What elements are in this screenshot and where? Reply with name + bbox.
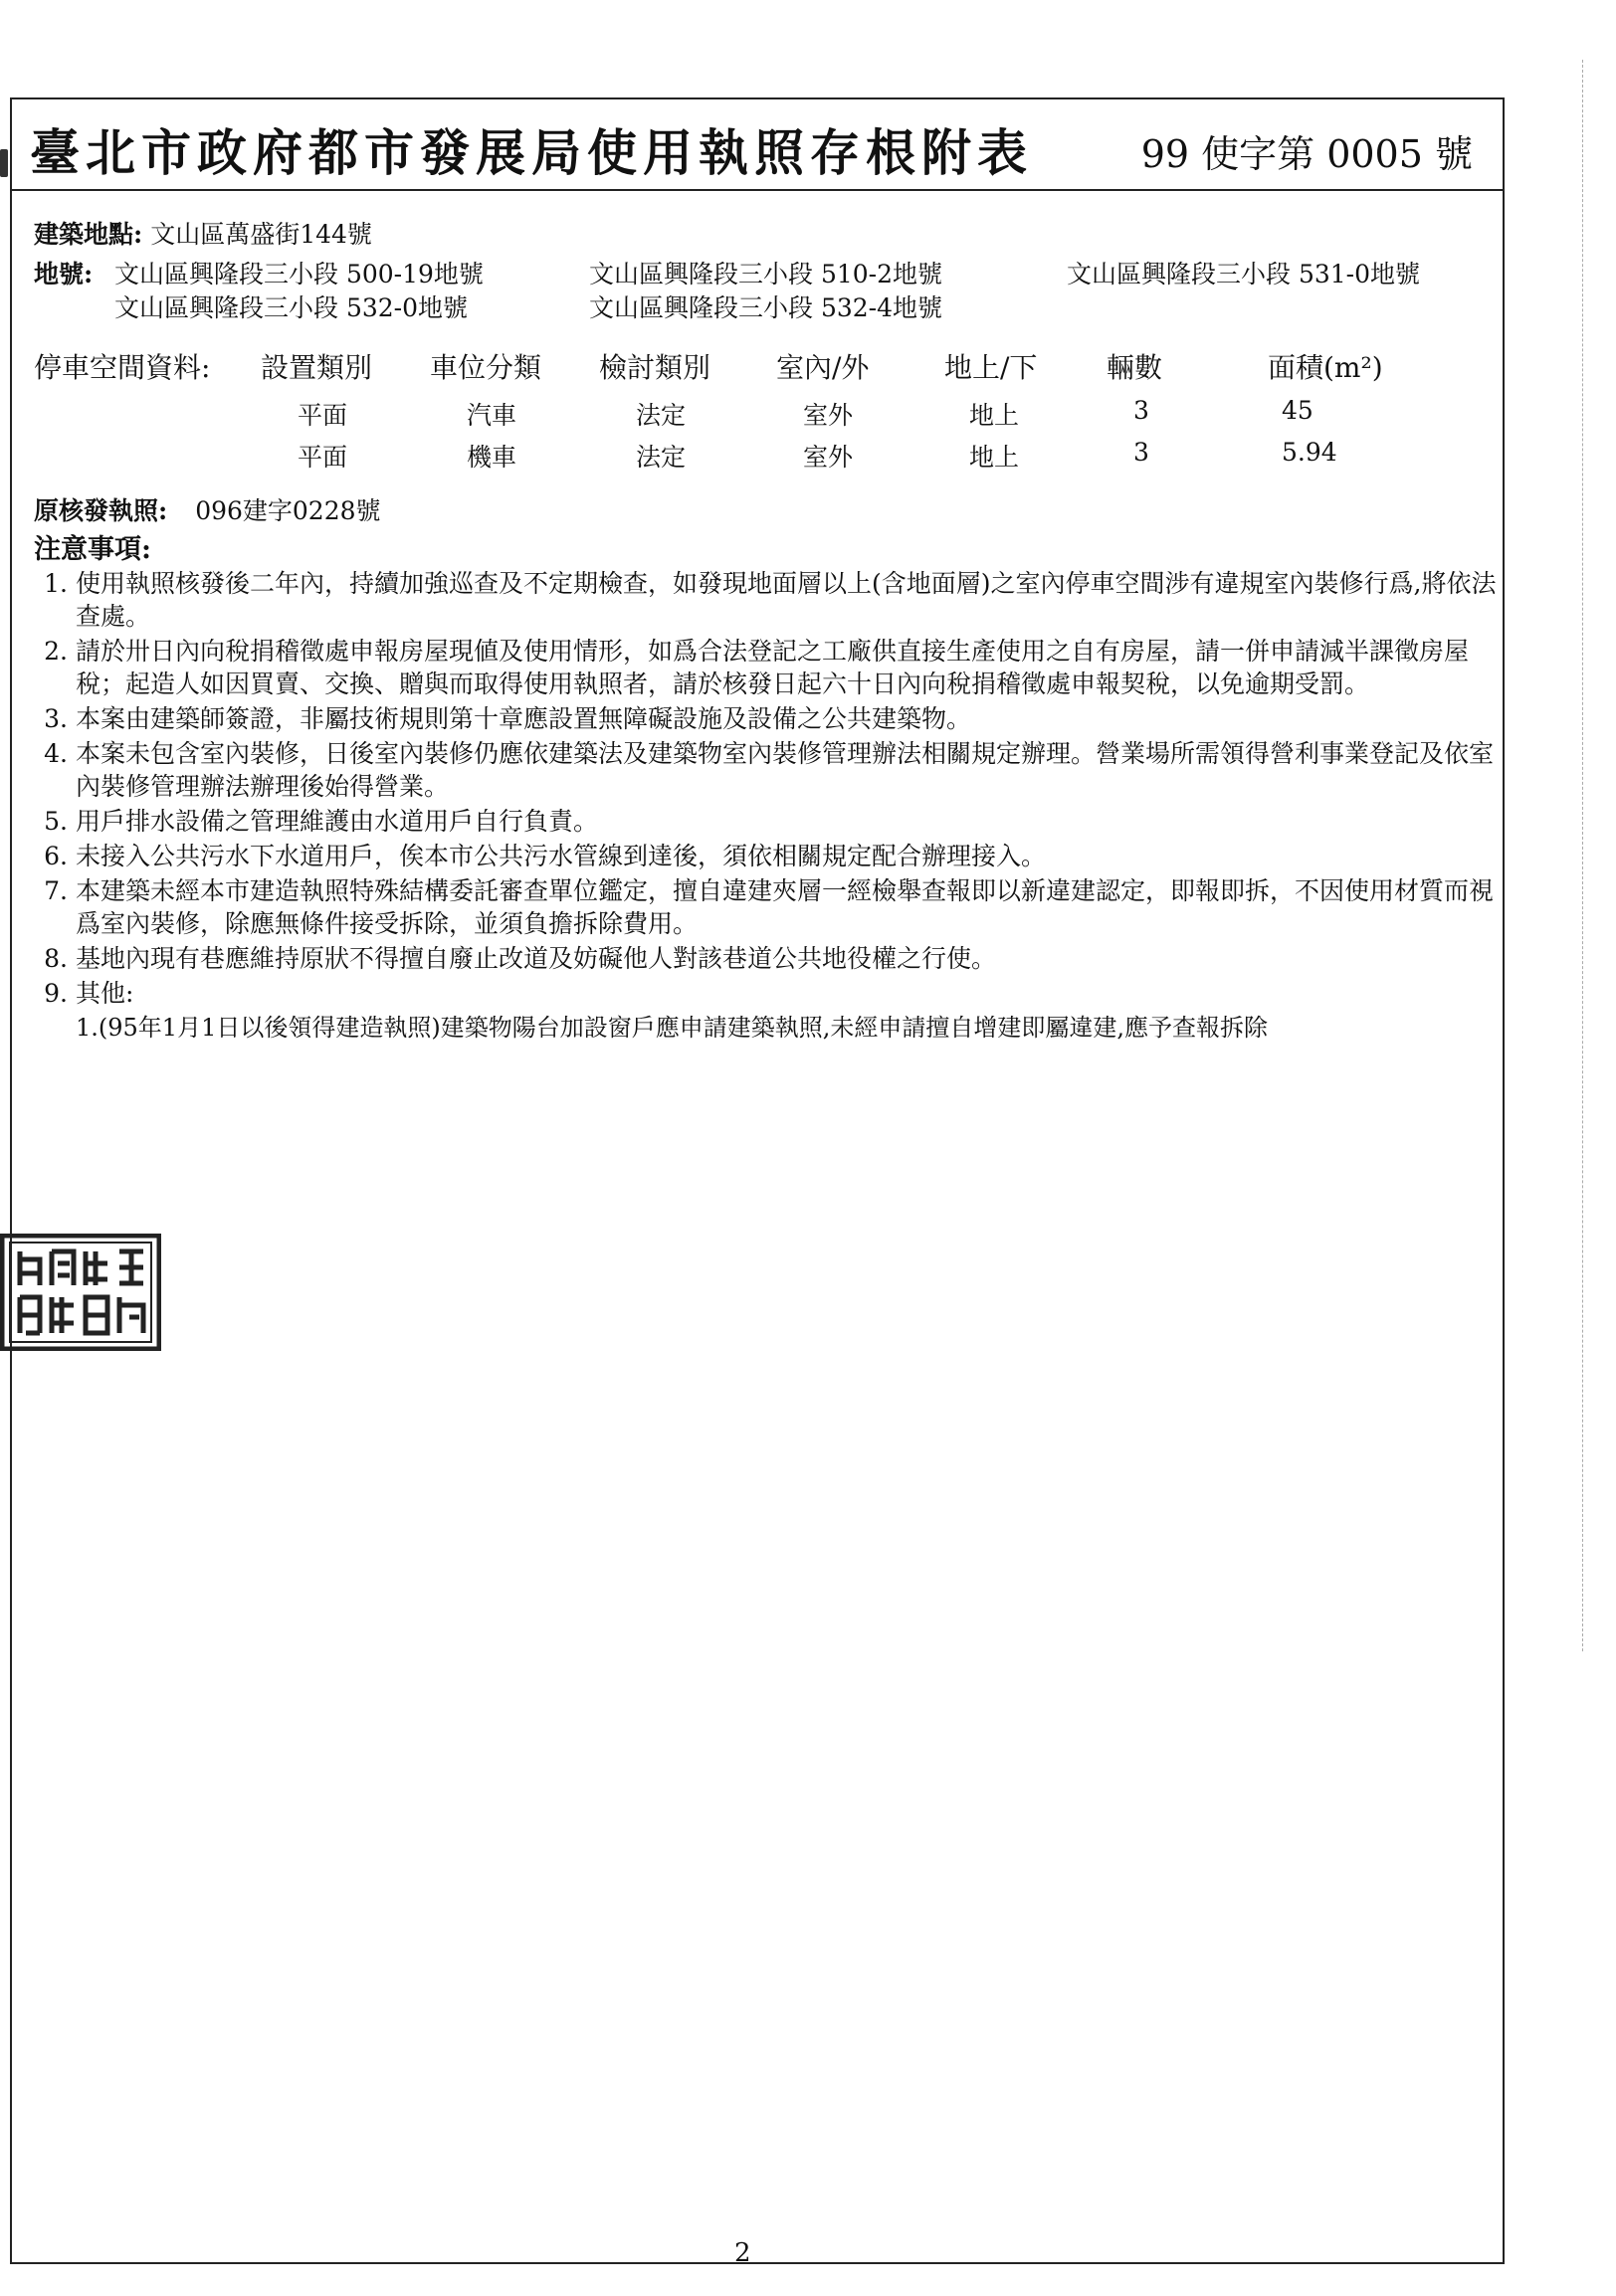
note-item: 1. 使用執照核發後二年內，持續加強巡查及不定期檢查，如發現地面層以上(含地面層)之室內停車空間涉有違規室內裝修行爲,將依法查處。 — [44, 569, 1497, 631]
lots-label: 地號: — [34, 260, 94, 288]
lot-item: 文山區興隆段三小段 531-0地號 — [1067, 260, 1421, 288]
parking-cell: 3 — [1133, 438, 1149, 467]
parking-header: 檢討類別 — [599, 351, 711, 384]
lot-item: 文山區興隆段三小段 532-4地號 — [589, 293, 943, 322]
parking-cell: 室外 — [803, 401, 854, 430]
original-license-row — [34, 491, 381, 527]
note-item: 9. 其他: — [44, 979, 134, 1008]
title-box — [12, 99, 1503, 191]
parking-cell: 機車 — [467, 443, 517, 472]
lot-item: 文山區興隆段三小段 510-2地號 — [589, 260, 943, 288]
parking-cell: 5.94 — [1282, 438, 1337, 467]
parking-cell: 平面 — [298, 443, 348, 472]
parking-cell: 室外 — [803, 443, 854, 472]
note-item: 4. 本案未包含室內裝修，日後室內裝修仍應依建築法及建築物室內裝修管理辦法相關規定辦理。營業場所需領得營利事業登記及依室內裝修管理辦法辦理後始得營業。 — [44, 739, 1495, 801]
parking-header: 面積(m²) — [1268, 351, 1383, 384]
parking-header: 車位分類 — [430, 351, 542, 384]
site-label: 建築地點: — [34, 220, 143, 249]
parking-cell: 3 — [1133, 396, 1149, 425]
parking-header: 地上/下 — [944, 351, 1038, 384]
site-address: 文山區萬盛街144號 — [150, 220, 372, 249]
note-item: 7. 本建築未經本市建造執照特殊結構委託審查單位鑑定，擅自違建夾層一經檢舉查報即以新違建認定，即報即拆，不因使用材質而視爲室內裝修，除應無條件接受拆除，並須負擔拆除費用。 — [44, 876, 1495, 938]
notes-label: 注意事項: — [34, 534, 151, 565]
scan-edge-line — [1582, 60, 1584, 1651]
parking-header: 室內/外 — [776, 351, 870, 384]
original-license-label: 原核發執照: — [34, 496, 168, 525]
note-item: 1.(95年1月1日以後領得建造執照)建築物陽台加設窗戶應申請建築執照,未經申請擅自增建即屬違建,應予查報拆除 — [76, 1014, 1268, 1042]
parking-label: 停車空間資料: — [34, 351, 211, 384]
note-item: 6. 未接入公共污水下水道用戶，俟本市公共污水管線到達後，須依相關規定配合辦理接入。 — [44, 842, 1047, 870]
original-license-value: 096建字0228號 — [195, 496, 381, 525]
note-item: 5. 用戶排水設備之管理維護由水道用戶自行負責。 — [44, 807, 599, 836]
parking-cell: 法定 — [636, 401, 687, 430]
lot-item: 文山區興隆段三小段 500-19地號 — [114, 260, 484, 288]
notes-list — [40, 567, 1498, 1047]
parking-cell: 平面 — [298, 401, 348, 430]
license-number: 99 使字第 0005 號 — [1140, 132, 1473, 176]
parking-header: 設置類別 — [261, 351, 373, 384]
document-title: 臺北市政府都市發展局使用執照存根附表 — [30, 123, 1033, 182]
official-seal-icon — [0, 1234, 161, 1351]
note-item: 3. 本案由建築師簽證，非屬技術規則第十章應設置無障礙設施及設備之公共建築物。 — [44, 704, 972, 733]
page-number: 2 — [734, 2238, 751, 2268]
margin-mark — [0, 149, 8, 177]
document-frame — [10, 97, 1505, 2264]
parking-cell: 地上 — [969, 443, 1020, 472]
note-item: 2. 請於卅日內向稅捐稽徵處申報房屋現値及使用情形，如爲合法登記之工廠供直接生產使用之自有房屋，請一併申請減半課徵房屋稅；起造人如因買賣、交換、贈與而取得使用執照者，請於核發日起六十日內向稅捐稽徵處申報契稅，以免逾期受罰。 — [44, 637, 1470, 698]
lot-item: 文山區興隆段三小段 532-0地號 — [114, 293, 469, 322]
parking-cell: 45 — [1282, 396, 1313, 425]
parking-header: 輛數 — [1107, 351, 1163, 384]
parking-cell: 地上 — [969, 401, 1020, 430]
parking-cell: 汽車 — [467, 401, 517, 430]
site-row — [34, 215, 372, 251]
note-item: 8. 基地內現有巷應維持原狀不得擅自廢止改道及妨礙他人對該巷道公共地役權之行使。 — [44, 944, 997, 973]
parking-cell: 法定 — [636, 443, 687, 472]
